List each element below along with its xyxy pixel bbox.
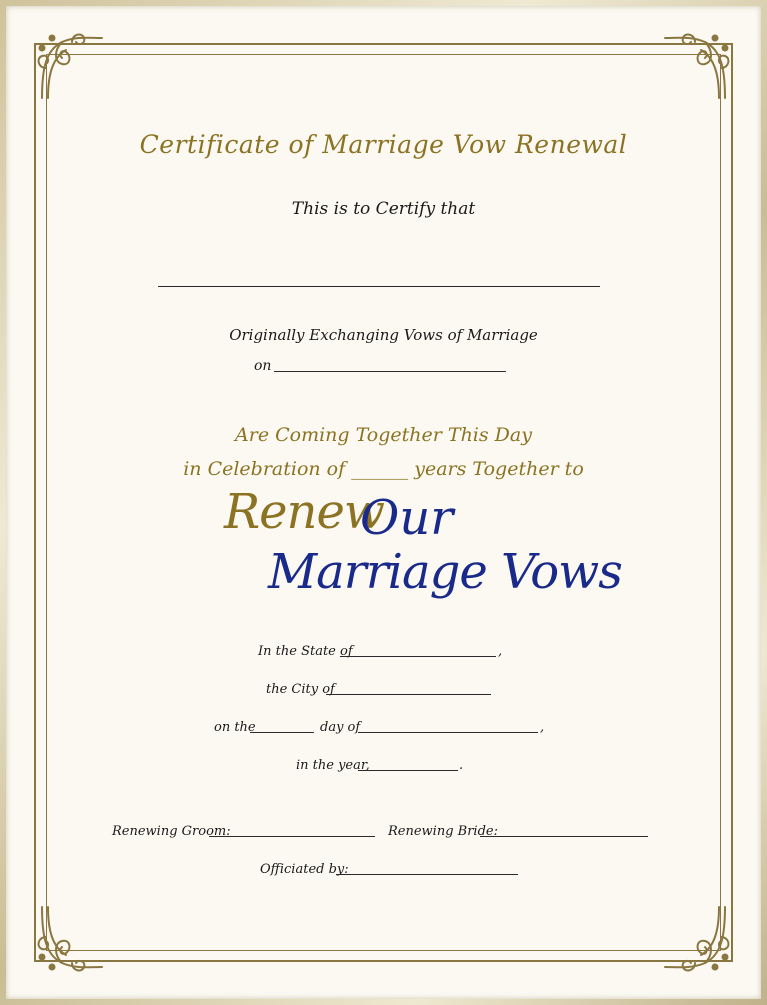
officiated-label: Officiated by:	[260, 862, 349, 877]
corner-flourish-icon	[655, 28, 735, 108]
state-comma: ,	[498, 644, 503, 659]
originally-line: Originally Exchanging Vows of Marriage	[229, 326, 538, 344]
certificate-paper	[6, 6, 761, 999]
year-blank-line[interactable]	[358, 770, 458, 771]
corner-flourish-icon	[32, 28, 112, 108]
together-line: Are Coming Together This Day	[235, 424, 532, 446]
groom-signature-line[interactable]	[209, 836, 375, 837]
day-of-label: day of	[320, 720, 361, 735]
state-blank-line[interactable]	[340, 656, 496, 657]
corner-flourish-icon	[655, 897, 735, 977]
bride-signature-line[interactable]	[480, 836, 648, 837]
month-blank-line[interactable]	[358, 732, 538, 733]
day-comma: ,	[540, 720, 545, 735]
city-blank-line[interactable]	[326, 694, 491, 695]
headline-marriage-vows: Marriage Vows	[268, 544, 622, 600]
celebration-line: in Celebration of ______ years Together to	[183, 458, 584, 480]
year-period: .	[459, 758, 464, 773]
groom-label: Renewing Groom:	[112, 824, 231, 839]
headline-renew: Renew	[224, 484, 384, 540]
year-label: in the year,	[296, 758, 370, 773]
names-blank-line[interactable]	[158, 286, 600, 287]
corner-flourish-icon	[32, 897, 112, 977]
city-label: the City of	[266, 682, 335, 697]
bride-label: Renewing Bride:	[388, 824, 498, 839]
state-label: In the State of	[258, 644, 353, 659]
day-blank-line[interactable]	[250, 732, 314, 733]
on-the-label: on the	[214, 720, 256, 735]
original-date-blank-line[interactable]	[274, 371, 506, 372]
original-date-label: on	[254, 358, 272, 374]
certify-line: This is to Certify that	[291, 199, 476, 219]
officiant-signature-line[interactable]	[336, 874, 518, 875]
certificate-title: Certificate of Marriage Vow Renewal	[139, 130, 628, 159]
headline-our: Our	[360, 490, 454, 546]
